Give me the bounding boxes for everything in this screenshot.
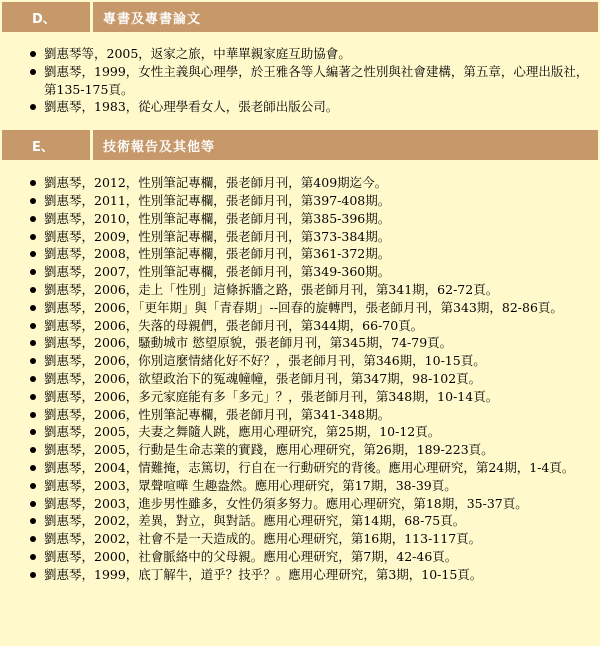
list-item: 劉惠琴，2006，走上「性別」這條拆牆之路，張老師月刊，第341期，62-72頁。: [44, 281, 592, 299]
list-item: 劉惠琴，1983，從心理學看女人，張老師出版公司。: [44, 98, 592, 116]
list-item: 劉惠琴，2010，性別筆記專欄，張老師月刊，第385-396期。: [44, 210, 592, 228]
list-item: 劉惠琴，2000，社會脈絡中的父母親。應用心理研究，第7期，42-46頁。: [44, 548, 592, 566]
list-item: 劉惠琴，2006，「更年期」與「青春期」--回春的旋轉門，張老師月刊，第343期，82-86頁。: [44, 299, 592, 317]
list-item: 劉惠琴，1999，女性主義與心理學，於王雅各等人編著之性別與社會建構，第五章，心理出版社，第135-175頁。: [44, 63, 592, 99]
list-item: 劉惠琴，2006，性別筆記專欄，張老師月刊，第341-348期。: [44, 406, 592, 424]
list-item: 劉惠琴，2004，情難掩，志篤切，行自在一行動研究的背後。應用心理研究，第24期，1-4頁。: [44, 459, 592, 477]
list-item: 劉惠琴，1999，底丁解牛，道乎？技乎？。應用心理研究，第3期，10-15頁。: [44, 566, 592, 584]
section-header-e: [2, 130, 598, 160]
list-item: 劉惠琴，2003，進步男性雖多，女性仍須多努力。應用心理研究，第18期，35-37頁。: [44, 495, 592, 513]
list-item: 劉惠琴，2005，行動是生命志業的實踐，應用心理研究，第26期，189-223頁。: [44, 441, 592, 459]
section-title: 技術報告及其他等: [93, 130, 598, 160]
list-item: 劉惠琴，2011，性別筆記專欄，張老師月刊，第397-408期。: [44, 192, 592, 210]
list-item: 劉惠琴，2002，差異，對立，與對話。應用心理研究，第14期，68-75頁。: [44, 512, 592, 530]
list-item: 劉惠琴，2006，欲望政治下的冤魂幢幢，張老師月刊，第347期，98-102頁。: [44, 370, 592, 388]
list-item: 劉惠琴，2006，騷動城市 慾望原貌，張老師月刊，第345期，74-79頁。: [44, 334, 592, 352]
list-item: 劉惠琴，2006，多元家庭能有多「多元」？，張老師月刊，第348期，10-14頁。: [44, 388, 592, 406]
list-item: 劉惠琴，2012，性別筆記專欄，張老師月刊，第409期迄今。: [44, 174, 592, 192]
list-item: 劉惠琴，2005，夫妻之舞隨人跳，應用心理研究，第25期，10-12頁。: [44, 423, 592, 441]
list-item: 劉惠琴，2006，失落的母親們，張老師月刊，第344期，66-70頁。: [44, 317, 592, 335]
list-item: 劉惠琴，2003，眾聲喧嘩 生趣盎然。應用心理研究，第17期，38-39頁。: [44, 477, 592, 495]
list-item: 劉惠琴，2008，性別筆記專欄，張老師月刊，第361-372期。: [44, 245, 592, 263]
list-item: 劉惠琴，2009，性別筆記專欄，張老師月刊，第373-384期。: [44, 228, 592, 246]
publication-page: [0, 2, 600, 646]
list-item: 劉惠琴，2002，社會不是一天造成的。應用心理研究，第16期，113-117頁。: [44, 530, 592, 548]
list-item: 劉惠琴等，2005，返家之旅，中華單親家庭互助協會。: [44, 45, 592, 63]
section-code: D、: [2, 2, 90, 32]
list-item: 劉惠琴，2007，性別筆記專欄，張老師月刊，第349-360期。: [44, 263, 592, 281]
section-title: 專書及專書論文: [93, 2, 598, 32]
section-code: E、: [2, 130, 90, 160]
section-header-d: [2, 2, 598, 32]
publication-list-d: [0, 45, 600, 116]
publication-list-e: [0, 174, 600, 583]
list-item: 劉惠琴，2006，你別這麼情緒化好不好？，張老師月刊，第346期，10-15頁。: [44, 352, 592, 370]
